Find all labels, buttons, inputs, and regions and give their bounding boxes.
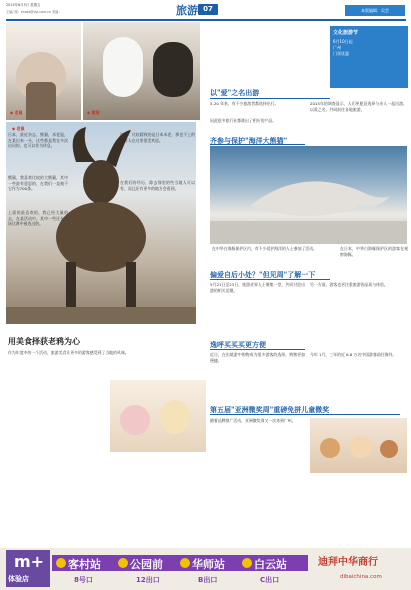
section-4-rule xyxy=(210,349,305,350)
left-text-1: 日本，最近杂志，熊猫，米老鼠，在某出来一头，这些都是我在多次访问的，也可以作为休息。 xyxy=(8,132,68,149)
section-1-text-1: 5-20 年来，有不少旅游者都选择出行。 xyxy=(210,101,279,106)
photo-a-tag: ◆ 老鼠 xyxy=(10,110,23,115)
page-number: 07 xyxy=(198,4,218,15)
right-column-text-1: 另一方面，游客也更注重旅游的品质与体验。 xyxy=(310,282,388,287)
section-3-text: 5月21日至23日，旅游业界人士聚集一堂，共同讨论出游的相关话题。 xyxy=(210,282,305,293)
section-4-text: 近日，在出境游中购物成为很多游客的选择，购物更加便捷。 xyxy=(210,352,305,363)
section-5-rule xyxy=(210,414,400,415)
ad-stop-4: C出口 xyxy=(260,576,280,584)
sidebar-box xyxy=(330,26,408,88)
photo-b-tag: ◆ 熊猫 xyxy=(87,110,100,115)
header-rule xyxy=(6,19,406,21)
photo-c-tag: ◆ 老鼠 xyxy=(12,126,25,131)
ad-brand: 迪拜中华商行 xyxy=(318,557,378,568)
section-2-rule xyxy=(210,144,305,145)
ad-station-3: 华师站 xyxy=(192,558,225,571)
page-header xyxy=(0,0,411,20)
sidebar-line-3: 门票优惠 xyxy=(333,51,349,56)
ad-station-4: 白云站 xyxy=(254,558,287,571)
ad-stop-2: 12出口 xyxy=(136,576,160,584)
section-4-title: 逸呼买买买更方便 xyxy=(210,340,266,349)
metro-dot-icon xyxy=(242,558,252,568)
ad-logo-text: 体验店 xyxy=(8,575,29,583)
section-3-title: 偏爱自后小处？"但见周"了解一下 xyxy=(210,270,316,279)
metro-dot-icon xyxy=(56,558,66,568)
sidebar-line-1: 6月10日起 xyxy=(333,39,353,44)
section-1-title: 以"爱"之名出游 xyxy=(210,88,260,97)
header-meta: 主编/ 邮：ensea@vip.com.cn 美编： xyxy=(6,10,62,14)
section-5-text: 随着品牌推广活动，亚洲微奖周又一次来到广州。 xyxy=(210,418,296,423)
ad-station-2: 公园前 xyxy=(130,558,163,571)
section-2-text: 在中华白海豚保护区内，有不少爱护海洋的人士参加了活动。 xyxy=(212,246,318,251)
ad-stop-3: B出口 xyxy=(198,576,218,584)
bottom-story-title: 用美食择获老鸦为心 xyxy=(8,336,80,346)
bottom-story-text: 作为年度中的一个活动，旅游美食让更多的游客感受到了当地的风味。 xyxy=(8,350,129,355)
section-2-title: 齐参与保护"海洋大熊猫" xyxy=(210,136,288,145)
photo-shop-interior xyxy=(6,22,81,120)
header-date: 2015年6月5日 星期五 xyxy=(6,3,41,7)
ad-stop-1: 8号口 xyxy=(74,576,93,584)
dolphin-illustration xyxy=(210,146,407,244)
photo-dolphin xyxy=(210,146,407,244)
metro-dot-icon xyxy=(118,558,128,568)
section-1-text-3: 因此很多旅行社都推出了相应的产品。 xyxy=(210,118,277,123)
section-1-rule xyxy=(210,98,330,99)
sidebar-line-2: 广州 xyxy=(333,45,341,50)
photo-dolphin-caption: 在日本，中华白海豚保护区的游客在观察海豚。 xyxy=(340,246,408,257)
left-text-2: 熊猫，我喜欢比较的大熊猫，其中一些最有意思的，在我们一直被不它作为700条。 xyxy=(8,175,68,192)
sidebar-title: 文化旅游节 xyxy=(333,30,359,36)
right-column-text-2: 今年 1月，三年的近 8.8 万名中国游客前往海外。 xyxy=(310,352,397,357)
section-1-text-2: 2015年的调查显示，人们更愿意选择与亲人一起出游，以爱之名，共同前往各地旅游。 xyxy=(310,101,407,112)
photo-panda-figure xyxy=(83,22,200,120)
center-text-2: 在我们的经历，除去那里的些当地人可以有，而且还有更多的地方会看到。 xyxy=(120,180,195,191)
photo-food xyxy=(110,380,206,452)
section-5-title: 第五届"亚洲微奖周"重磅免拼儿童微奖 xyxy=(210,405,330,414)
section-3-rule xyxy=(210,279,330,280)
photo-cakes xyxy=(310,418,407,473)
editor-tag: 本版编辑：吴芸 xyxy=(345,5,405,16)
metro-dot-icon xyxy=(180,558,190,568)
ad-station-1: 客村站 xyxy=(68,558,101,571)
center-text-1: 读者：比较精致的是日本米老，那也不上的的有人在这里很受欢迎。 xyxy=(120,132,195,143)
left-text-3: 上面的最喜欢的，我已经大量的去，在某活动中，其中一些还在一场比赛中被选过的。 xyxy=(8,210,68,227)
section-title: 旅游 xyxy=(176,4,198,17)
ad-url[interactable]: dibaichina.com xyxy=(340,574,382,580)
ad-logo: m+ xyxy=(14,552,45,571)
